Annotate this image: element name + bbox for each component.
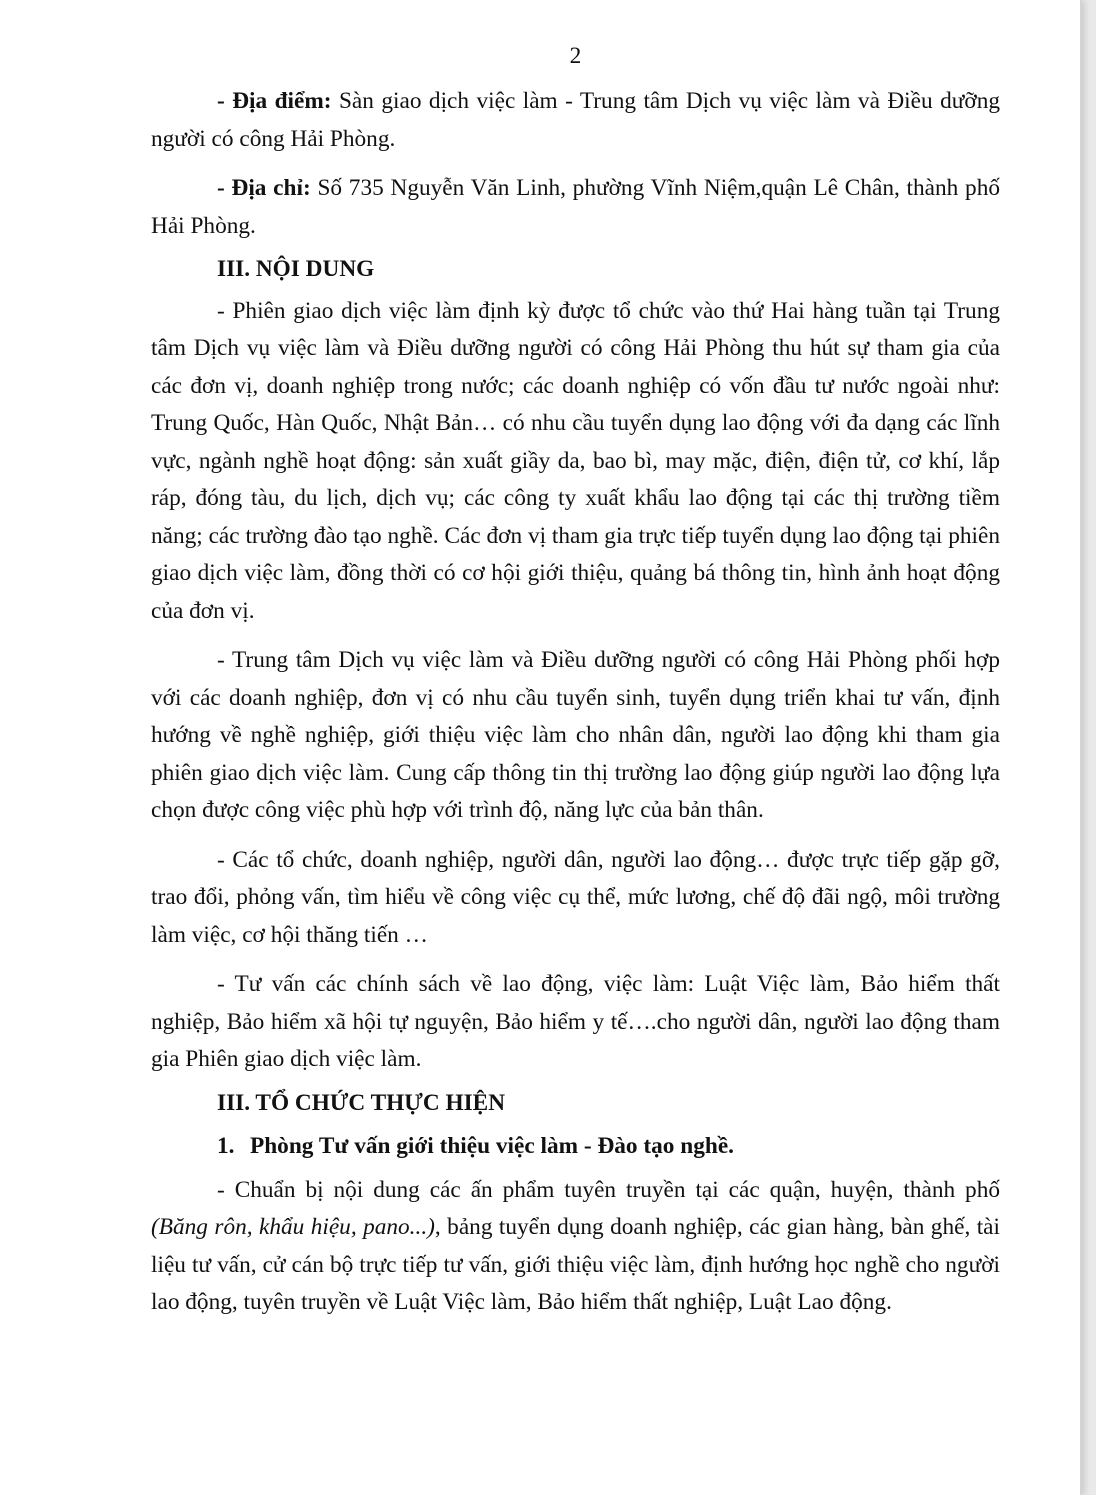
implementation-paragraph: [151, 1172, 1000, 1322]
address-text: Số 735 Nguyễn Văn Linh, phường Vĩnh Niệm,quận Lê Chân, thành phố Hải Phòng.: [151, 175, 1000, 239]
page-number: 2: [569, 43, 582, 69]
subsection-number: 1.: [217, 1133, 235, 1159]
content-paragraph-4: - Tư vấn các chính sách về lao động, việc làm: Luật Việc làm, Bảo hiểm thất nghiệp, Bảo hiểm xã hội tự nguyện, Bảo hiểm y tế….cho người dân, người lao động tham gia Phiên giao dịch việc làm.: [151, 971, 1000, 1072]
content-paragraph-2: - Trung tâm Dịch vụ việc làm và Điều dưỡng người có công Hải Phòng phối hợp với các doanh nghiệp, đơn vị có nhu cầu tuyển sinh, tuyển dụng triển khai tư vấn, định hướng về nghề nghiệp, giới thiệu việc làm cho nhân dân, người lao động khi tham gia phiên giao dịch việc làm. Cung cấp thông tin thị trường lao động giúp người lao động lựa chọn được công việc phù hợp với trình độ, năng lực của bản thân.: [151, 647, 1000, 823]
section-heading-implementation: III. TỔ CHỨC THỰC HIỆN: [217, 1089, 506, 1116]
subsection-heading: [151, 1128, 1000, 1166]
address-paragraph: [151, 170, 1000, 245]
section-heading-content: III. NỘI DUNG: [217, 256, 375, 282]
subsection-title: Phòng Tư vấn giới thiệu việc làm - Đào tạo nghề.: [250, 1133, 735, 1159]
implementation-text-end: , bảng tuyển dụng doanh nghiệp, các gian hàng, bàn ghế, tài liệu tư vấn, cử cán bộ trực tiếp tư vấn, giới thiệu việc làm, định hướng học nghề cho người lao động, tuyên truyền về Luật Việc làm, Bảo hiểm thất nghiệp, Luật Lao động.: [151, 1214, 1000, 1315]
implementation-text-start: - Chuẩn bị nội dung các ấn phẩm tuyên truyền tại các quận, huyện, thành phố: [217, 1176, 1000, 1203]
content-paragraph-3: - Các tổ chức, doanh nghiệp, người dân, người lao động… được trực tiếp gặp gỡ, trao đổi, phỏng vấn, tìm hiểu về công việc cụ thể, mức lương, chế độ đãi ngộ, môi trường làm việc, cơ hội thăng tiến …: [151, 846, 1000, 948]
location-paragraph: [151, 83, 1000, 158]
implementation-text-italic: (Băng rôn, khẩu hiệu, pano...): [151, 1214, 435, 1240]
content-paragraph-1: - Phiên giao dịch việc làm định kỳ được tổ chức vào thứ Hai hàng tuần tại Trung tâm Dịch vụ việc làm và Điều dưỡng người có công Hải Phòng thu hút sự tham gia của các đơn vị, doanh nghiệp trong nước; các doanh nghiệp có vốn đầu tư nước ngoài như: Trung Quốc, Hàn Quốc, Nhật Bản… có nhu cầu tuyển dụng lao động với đa dạng các lĩnh vực, ngành nghề hoạt động: sản xuất giầy da, bao bì, may mặc, điện, điện tử, cơ khí, lắp ráp, đóng tàu, du lịch, dịch vụ; các công ty xuất khẩu lao động tại các thị trường tiềm năng; các trường đào tạo nghề. Các đơn vị tham gia trực tiếp tuyển dụng lao động tại phiên giao dịch việc làm, đồng thời có cơ hội giới thiệu, quảng bá thông tin, hình ảnh hoạt động của đơn vị.: [151, 297, 1000, 624]
location-label: - Địa điểm:: [217, 88, 332, 114]
address-label: - Địa chỉ:: [217, 175, 311, 201]
location-text: Sàn giao dịch việc làm - Trung tâm Dịch vụ việc làm và Điều dưỡng người có công Hải Phòng.: [151, 88, 1000, 152]
document-body: [151, 38, 1000, 1322]
